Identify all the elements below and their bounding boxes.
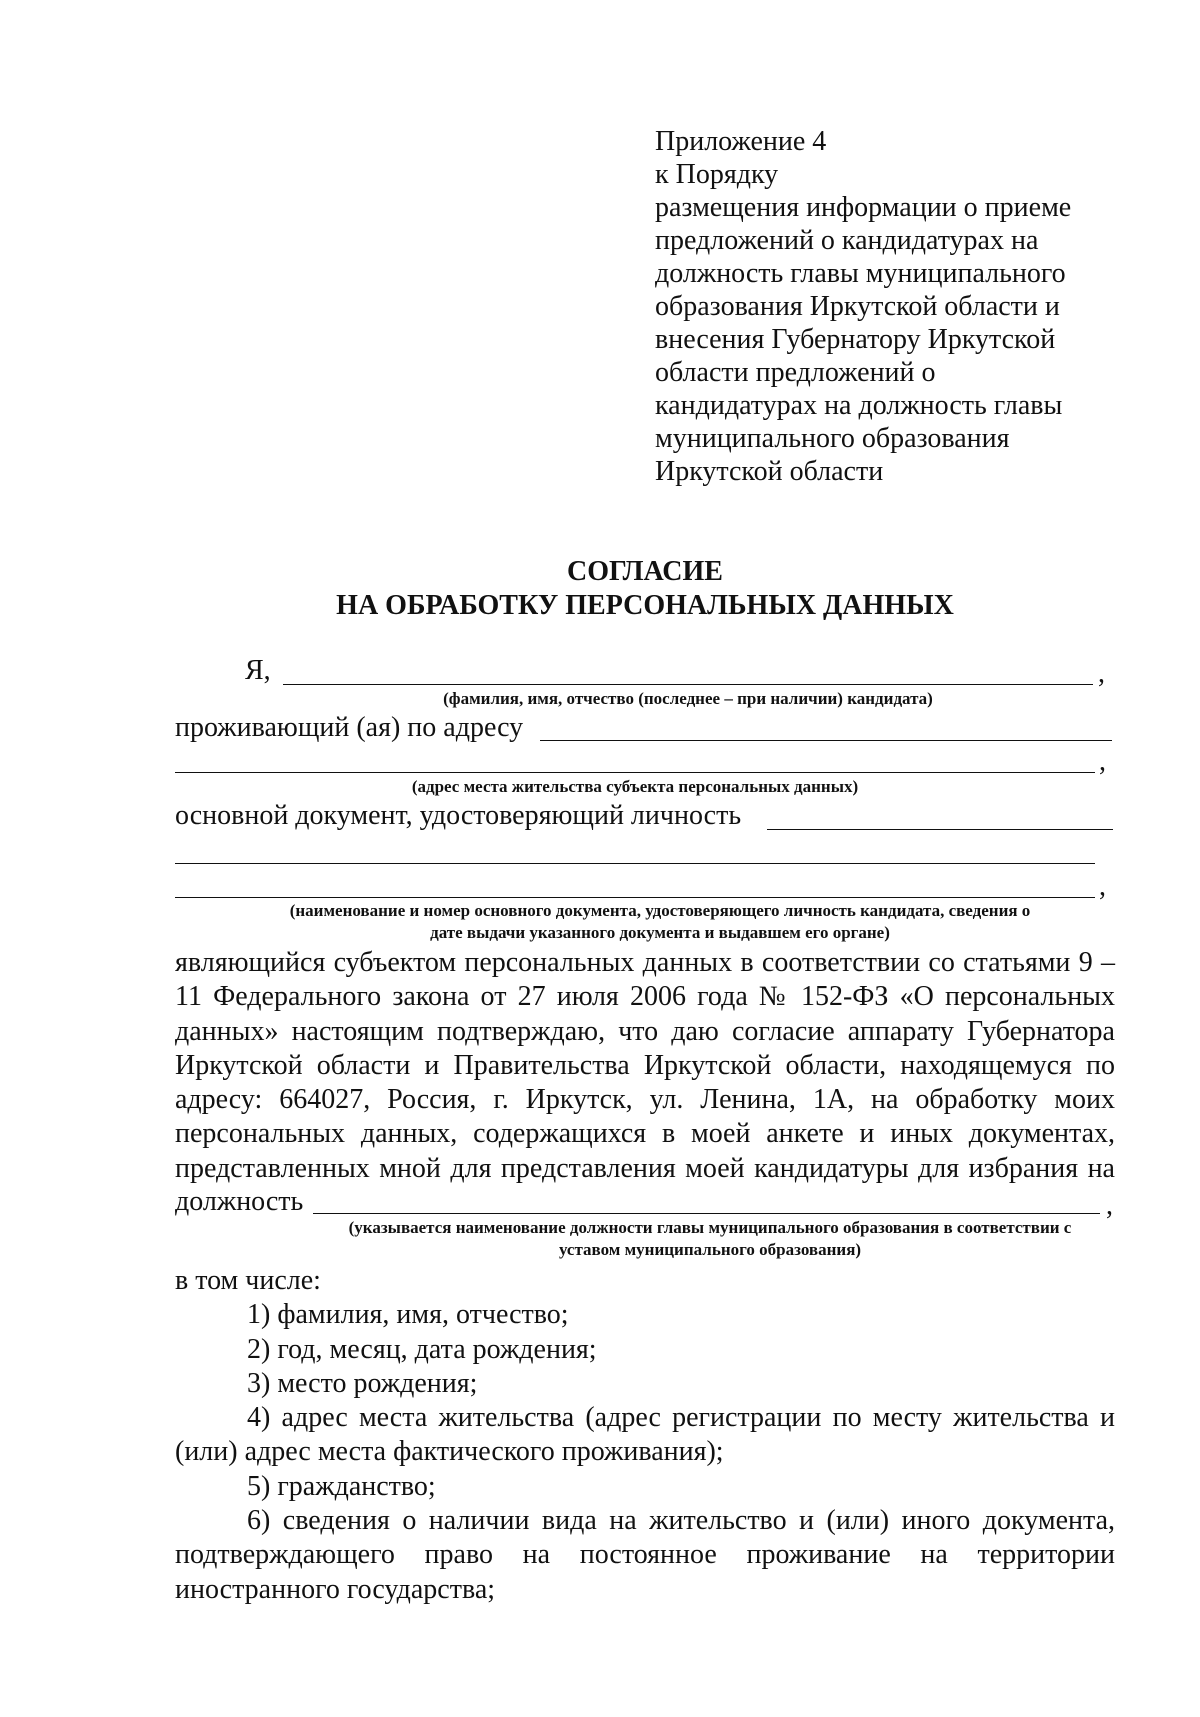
document-field-line-3[interactable] — [175, 897, 1095, 898]
consent-paragraph — [175, 946, 1115, 1186]
address-hint: (адрес места жительства субъекта персональных данных) — [411, 777, 859, 796]
paragraph-line: представленных мной для представления моей кандидатуры для избрания на — [175, 1152, 1115, 1184]
address-field-line-2[interactable] — [175, 772, 1095, 773]
position-label: должность — [175, 1186, 304, 1217]
ya-label: Я, — [245, 655, 271, 686]
list-item: 4) адрес места жительства (адрес регистрации по месту жительства и — [247, 1402, 1115, 1434]
position-field-line[interactable] — [313, 1213, 1100, 1214]
appendix-line: Иркутской области — [655, 456, 884, 487]
document-field-line[interactable] — [767, 829, 1113, 830]
list-item-cont: подтверждающего право на постоянное проживание на территории — [175, 1539, 1115, 1571]
appendix-line: к Порядку — [655, 159, 779, 190]
document-title: СОГЛАСИЕ — [567, 556, 723, 587]
fio-hint: (фамилия, имя, отчество (последнее – при наличии) кандидата) — [443, 689, 933, 708]
document-field-line-2[interactable] — [175, 863, 1095, 864]
position-hint-1: (указывается наименование должности главы муниципального образования в соответствии с — [348, 1218, 1072, 1237]
list-item: 3) место рождения; — [247, 1367, 478, 1399]
fio-field-line[interactable] — [283, 684, 1093, 685]
document-hint-1: (наименование и номер основного документа, удостоверяющего личность кандидата, сведения о — [289, 901, 1031, 920]
list-item: 2) год, месяц, дата рождения; — [247, 1333, 597, 1365]
appendix-line: образования Иркутской области и — [655, 291, 1060, 322]
appendix-header — [655, 125, 1125, 488]
comma: , — [1098, 658, 1105, 689]
document-label: основной документ, удостоверяющий личность — [175, 800, 742, 831]
document-subtitle: НА ОБРАБОТКУ ПЕРСОНАЛЬНЫХ ДАННЫХ — [336, 590, 954, 621]
list-intro: в том числе: — [175, 1265, 321, 1296]
list-item: 5) гражданство; — [247, 1470, 436, 1502]
paragraph-line: являющийся субъектом персональных данных в соответствии со статьями 9 – — [175, 947, 1115, 978]
list-item-cont: иностранного государства; — [175, 1573, 496, 1605]
appendix-line: внесения Губернатору Иркутской — [655, 324, 1056, 355]
comma: , — [1099, 746, 1106, 777]
position-hint-2: уставом муниципального образования) — [558, 1240, 862, 1259]
comma: , — [1099, 871, 1106, 902]
address-label: проживающий (ая) по адресу — [175, 712, 524, 743]
paragraph-line: 11 Федерального закона от 27 июля 2006 года № 152-ФЗ «О персональных — [175, 981, 1115, 1013]
data-list — [175, 1264, 1115, 1607]
list-item-cont: (или) адрес места фактического проживания); — [175, 1436, 724, 1468]
paragraph-line: персональных данных, содержащихся в моей анкете и иных документах, — [175, 1118, 1115, 1150]
appendix-line: области предложений о — [655, 357, 936, 388]
appendix-line: кандидатурах на должность главы — [655, 390, 1063, 421]
appendix-line: предложений о кандидатурах на — [655, 225, 1039, 256]
paragraph-line: Иркутской области и Правительства Иркутской области, находящемуся по — [175, 1049, 1115, 1081]
paragraph-line: адресу: 664027, Россия, г. Иркутск, ул. Ленина, 1А, на обработку моих — [175, 1084, 1115, 1116]
list-item: 1) фамилия, имя, отчество; — [247, 1299, 569, 1331]
appendix-line: Приложение 4 — [655, 126, 827, 157]
comma: , — [1106, 1190, 1113, 1221]
paragraph-line: данных» настоящим подтверждаю, что даю согласие аппарату Губернатора — [175, 1015, 1115, 1047]
list-item: 6) сведения о наличии вида на жительство и (или) иного документа, — [247, 1505, 1115, 1537]
address-field-line[interactable] — [540, 740, 1112, 741]
appendix-line: муниципального образования — [655, 423, 1010, 454]
appendix-line: должность главы муниципального — [655, 258, 1066, 289]
document-hint-2: дате выдачи указанного документа и выдавшем его органе) — [430, 923, 890, 942]
appendix-line: размещения информации о приеме — [655, 192, 1072, 223]
